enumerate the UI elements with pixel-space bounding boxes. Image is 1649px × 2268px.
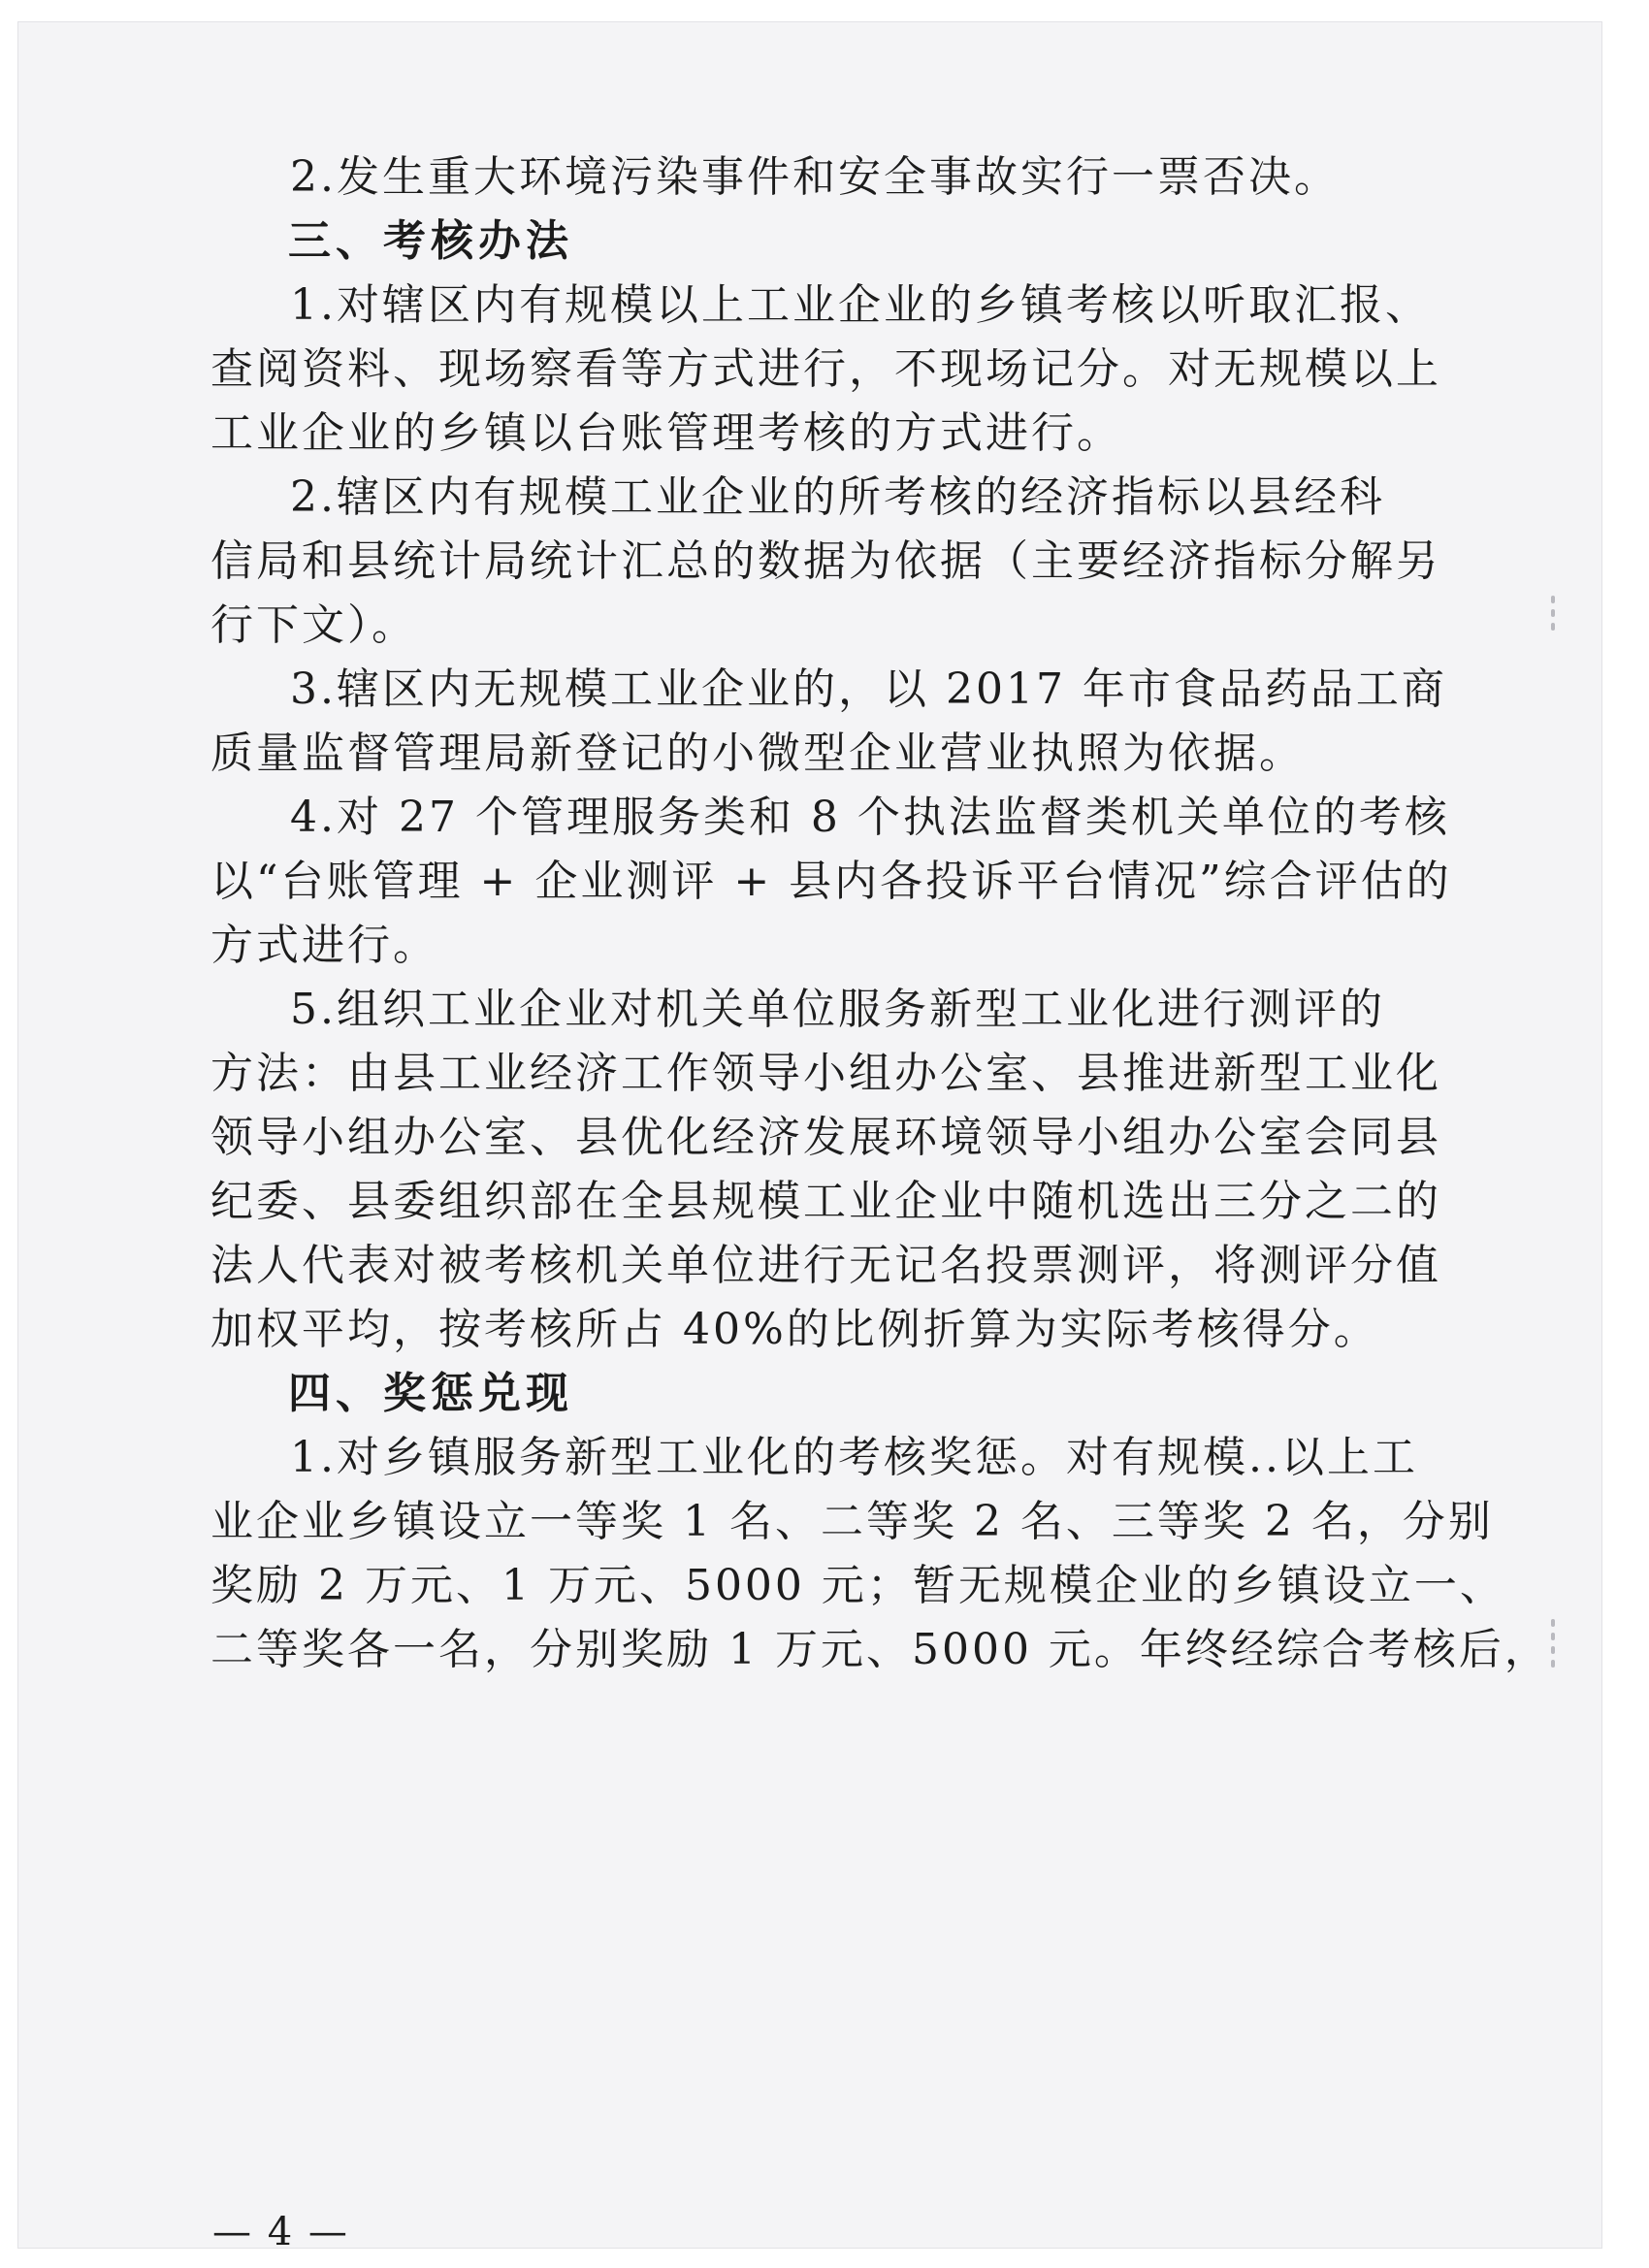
section-heading: 三、考核办法 (288, 216, 573, 266)
paragraph-line: 1.对辖区内有规模以上工业企业的乡镇考核以听取汇报、 (290, 280, 1431, 330)
section-heading: 四、奖惩兑现 (288, 1369, 573, 1418)
paragraph-line: 方式进行。 (210, 921, 438, 970)
paragraph-line: 1.对乡镇服务新型工业化的考核奖惩。对有规模..以上工 (290, 1433, 1418, 1482)
paragraph-line: 纪委、县委组织部在全县规模工业企业中随机选出三分之二的 (210, 1177, 1441, 1226)
paragraph-line: 加权平均，按考核所占 40%的比例折算为实际考核得分。 (210, 1305, 1379, 1354)
paragraph-line: 查阅资料、现场察看等方式进行，不现场记分。对无规模以上 (210, 344, 1441, 394)
paragraph-line: 法人代表对被考核机关单位进行无记名投票测评，将测评分值 (210, 1241, 1441, 1290)
paragraph-line: 3.辖区内无规模工业企业的，以 2017 年市食品药品工商 (290, 664, 1447, 714)
paragraph-line: 4.对 27 个管理服务类和 8 个执法监督类机关单位的考核 (290, 793, 1450, 842)
paragraph-line: 工业企业的乡镇以台账管理考核的方式进行。 (210, 408, 1122, 458)
paragraph-line: 领导小组办公室、县优化经济发展环境领导小组办公室会同县 (210, 1113, 1441, 1162)
paragraph-line: 奖励 2 万元、1 万元、5000 元；暂无规模企业的乡镇设立一、 (210, 1561, 1505, 1610)
paragraph-line: 信局和县统计局统计汇总的数据为依据（主要经济指标分解另 (210, 536, 1441, 586)
binding-marks (1543, 1613, 1563, 1673)
paragraph-line: 业企业乡镇设立一等奖 1 名、二等奖 2 名、三等奖 2 名，分别 (210, 1497, 1494, 1546)
paragraph-line: 质量监督管理局新登记的小微型企业营业执照为依据。 (210, 729, 1305, 778)
paragraph-line: 2.辖区内有规模工业企业的所考核的经济指标以县经科 (290, 472, 1385, 522)
binding-marks (1543, 590, 1563, 636)
page-number: — 4 — (212, 2210, 349, 2249)
paragraph-line: 5.组织工业企业对机关单位服务新型工业化进行测评的 (290, 985, 1385, 1034)
paragraph-line: 方法：由县工业经济工作领导小组办公室、县推进新型工业化 (210, 1049, 1441, 1098)
document-body (18, 22, 1601, 2248)
paragraph-line: 2.发生重大环境污染事件和安全事故实行一票否决。 (290, 152, 1340, 202)
paragraph-line: 以“台账管理 + 企业测评 + 县内各投诉平台情况”综合评估的 (210, 857, 1452, 906)
paragraph-line: 行下文）。 (210, 600, 417, 650)
document-page (17, 21, 1602, 2249)
paragraph-line: 二等奖各一名，分别奖励 1 万元、5000 元。年终经综合考核后， (210, 1625, 1550, 1674)
